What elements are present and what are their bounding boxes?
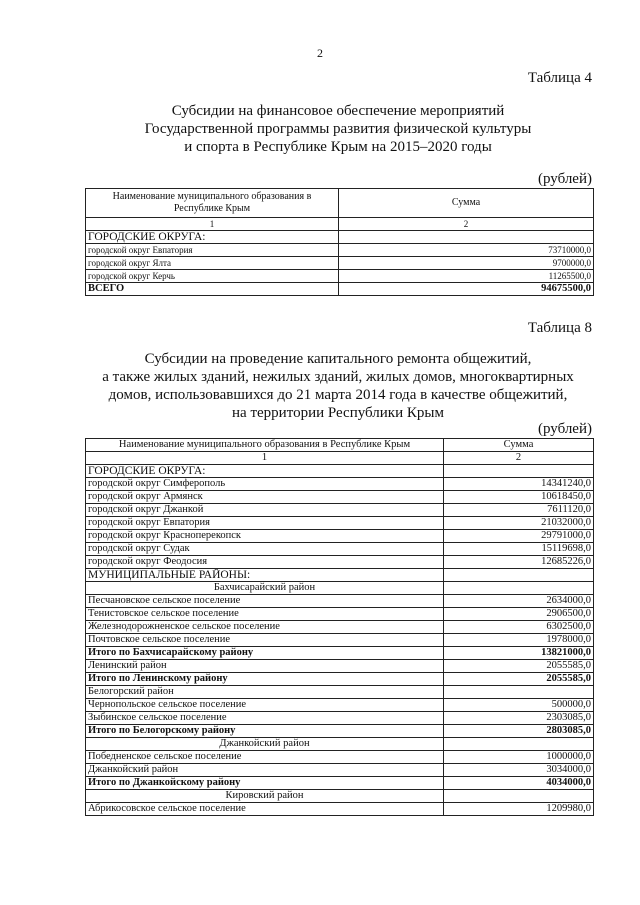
table8-row-sum (444, 569, 594, 582)
table8-row-sum (444, 686, 594, 699)
table8-title-line: на территории Республики Крым (232, 405, 444, 421)
table-row (86, 270, 594, 283)
table4-header-row (86, 189, 594, 218)
table-row (86, 517, 594, 530)
table4-empty-cell (339, 231, 594, 244)
table-row (86, 712, 594, 725)
table4 (85, 188, 594, 296)
table8-row-sum: 1978000,0 (444, 634, 594, 647)
table8-row-name: Ленинский район (86, 660, 444, 673)
table4-row-name: городской округ Евпатория (86, 244, 339, 257)
table8-title (0, 350, 640, 422)
table-row (86, 257, 594, 270)
table-row (86, 504, 594, 517)
table8-row-name: городской округ Судак (86, 543, 444, 556)
table8-row-sum: 1000000,0 (444, 751, 594, 764)
table-row (86, 491, 594, 504)
table8-row-sum: 12685226,0 (444, 556, 594, 569)
table8-row-name: Зыбинское сельское поселение (86, 712, 444, 725)
table-row (86, 790, 594, 803)
table8-subtotal-row (86, 725, 594, 738)
table8-row-sum (444, 790, 594, 803)
table8-body (86, 465, 594, 816)
table8-row-sum: 6302500,0 (444, 621, 594, 634)
table-row (86, 660, 594, 673)
table8-row-name: МУНИЦИПАЛЬНЫЕ РАЙОНЫ: (86, 569, 444, 582)
table8-row-sum: 2906500,0 (444, 608, 594, 621)
table8-title-line: домов, использовавшихся до 21 марта 2014 года в качестве общежитий, (108, 387, 568, 403)
table8-subtotal-row (86, 777, 594, 790)
table-row (86, 751, 594, 764)
table8-row-name: Железнодорожненское сельское поселение (86, 621, 444, 634)
table-row (86, 582, 594, 595)
table8-col-header-sum: Сумма (444, 439, 594, 452)
table-row (86, 738, 594, 751)
table-row (86, 699, 594, 712)
table4-col-header-sum: Сумма (339, 189, 594, 218)
table8-col-number: 2 (444, 452, 594, 465)
table8-subtotal-row (86, 647, 594, 660)
table8-row-sum: 13821000,0 (444, 647, 594, 660)
table8-row-name: городской округ Симферополь (86, 478, 444, 491)
table-row (86, 478, 594, 491)
table-row (86, 595, 594, 608)
table8-row-name: городской округ Джанкой (86, 504, 444, 517)
table8-row-name: городской округ Евпатория (86, 517, 444, 530)
table8-subtotal-row (86, 673, 594, 686)
table8-row-name: городской округ Армянск (86, 491, 444, 504)
table8-col-numbers-row (86, 452, 594, 465)
table4-title (0, 102, 640, 156)
table8-row-sum: 15119698,0 (444, 543, 594, 556)
table8-row-name: Джанкойский район (86, 738, 444, 751)
table8-row-name: Итого по Бахчисарайскому району (86, 647, 444, 660)
table4-total-row (86, 283, 594, 296)
table8-row-sum: 2803085,0 (444, 725, 594, 738)
table8-row-sum: 4034000,0 (444, 777, 594, 790)
table4-row-sum: 73710000,0 (339, 244, 594, 257)
table8-row-sum (444, 465, 594, 478)
table8-row-name: Абрикосовское сельское поселение (86, 803, 444, 816)
table8-row-name: ГОРОДСКИЕ ОКРУГА: (86, 465, 444, 478)
table-row (86, 803, 594, 816)
table8-row-name: Песчановское сельское поселение (86, 595, 444, 608)
table8-row-name: Итого по Ленинскому району (86, 673, 444, 686)
page-number: 2 (317, 46, 323, 60)
table8-row-name: Тенистовское сельское поселение (86, 608, 444, 621)
table8-row-name: Джанкойский район (86, 764, 444, 777)
table8-row-sum: 2303085,0 (444, 712, 594, 725)
table4-title-line: Государственной программы развития физической культуры (144, 121, 532, 137)
table-row (86, 556, 594, 569)
table4-title-line: Субсидии на финансовое обеспечение мероприятий (171, 103, 505, 119)
table4-section-row (86, 231, 594, 244)
table4-row-name: городской округ Керчь (86, 270, 339, 283)
table-row (86, 530, 594, 543)
table4-title-line: и спорта в Республике Крым на 2015–2020 годы (184, 139, 492, 155)
table4-label: Таблица 4 (527, 70, 592, 86)
table4-section-label: ГОРОДСКИЕ ОКРУГА: (86, 231, 339, 244)
table8-row-sum: 29791000,0 (444, 530, 594, 543)
table-row (86, 465, 594, 478)
table4-total-label: ВСЕГО (86, 283, 339, 296)
table8-row-sum: 14341240,0 (444, 478, 594, 491)
table8-row-name: Чернопольское сельское поселение (86, 699, 444, 712)
table4-col-number: 1 (86, 218, 339, 231)
table8-row-name: Белогорский район (86, 686, 444, 699)
table8-row-name: Кировский район (86, 790, 444, 803)
table8-row-sum: 1209980,0 (444, 803, 594, 816)
table8-label: Таблица 8 (527, 320, 592, 336)
table4-row-sum: 11265500,0 (339, 270, 594, 283)
table8-row-sum (444, 582, 594, 595)
table8-units: (рублей) (537, 421, 592, 437)
table8-row-name: Итого по Джанкойскому району (86, 777, 444, 790)
table4-row-name: городской округ Ялта (86, 257, 339, 270)
table8-row-sum: 21032000,0 (444, 517, 594, 530)
table8-row-sum: 2634000,0 (444, 595, 594, 608)
table8-row-sum: 10618450,0 (444, 491, 594, 504)
table8-col-header-name: Наименование муниципального образования в Республике Крым (86, 439, 444, 452)
table8-header-row (86, 439, 594, 452)
table8-row-sum: 500000,0 (444, 699, 594, 712)
table4-units: (рублей) (537, 171, 592, 187)
table8-row-name: городской округ Феодосия (86, 556, 444, 569)
table-row (86, 634, 594, 647)
table4-total-sum: 94675500,0 (339, 283, 594, 296)
table8-title-line: Субсидии на проведение капитального ремонта общежитий, (144, 351, 532, 367)
table8-title-line: а также жилых зданий, нежилых зданий, жилых домов, многоквартирных (102, 369, 574, 385)
table4-row-sum: 9700000,0 (339, 257, 594, 270)
table-row (86, 569, 594, 582)
table8-row-sum: 7611120,0 (444, 504, 594, 517)
table8-col-number: 1 (86, 452, 444, 465)
table8-row-sum (444, 738, 594, 751)
table-row (86, 764, 594, 777)
table-row (86, 621, 594, 634)
table8-row-sum: 2055585,0 (444, 660, 594, 673)
table-row (86, 543, 594, 556)
table8-row-name: городской округ Красноперекопск (86, 530, 444, 543)
table8-row-sum: 3034000,0 (444, 764, 594, 777)
table8-row-name: Победненское сельское поселение (86, 751, 444, 764)
table4-col-number: 2 (339, 218, 594, 231)
table8-row-sum: 2055585,0 (444, 673, 594, 686)
table-row (86, 244, 594, 257)
table4-col-header-name: Наименование муниципального образования в Республике Крым (86, 189, 339, 218)
table4-col-numbers-row (86, 218, 594, 231)
table-row (86, 608, 594, 621)
table8-row-name: Бахчисарайский район (86, 582, 444, 595)
table8-row-name: Почтовское сельское поселение (86, 634, 444, 647)
table8-row-name: Итого по Белогорскому району (86, 725, 444, 738)
table-row (86, 686, 594, 699)
table8 (85, 438, 594, 816)
